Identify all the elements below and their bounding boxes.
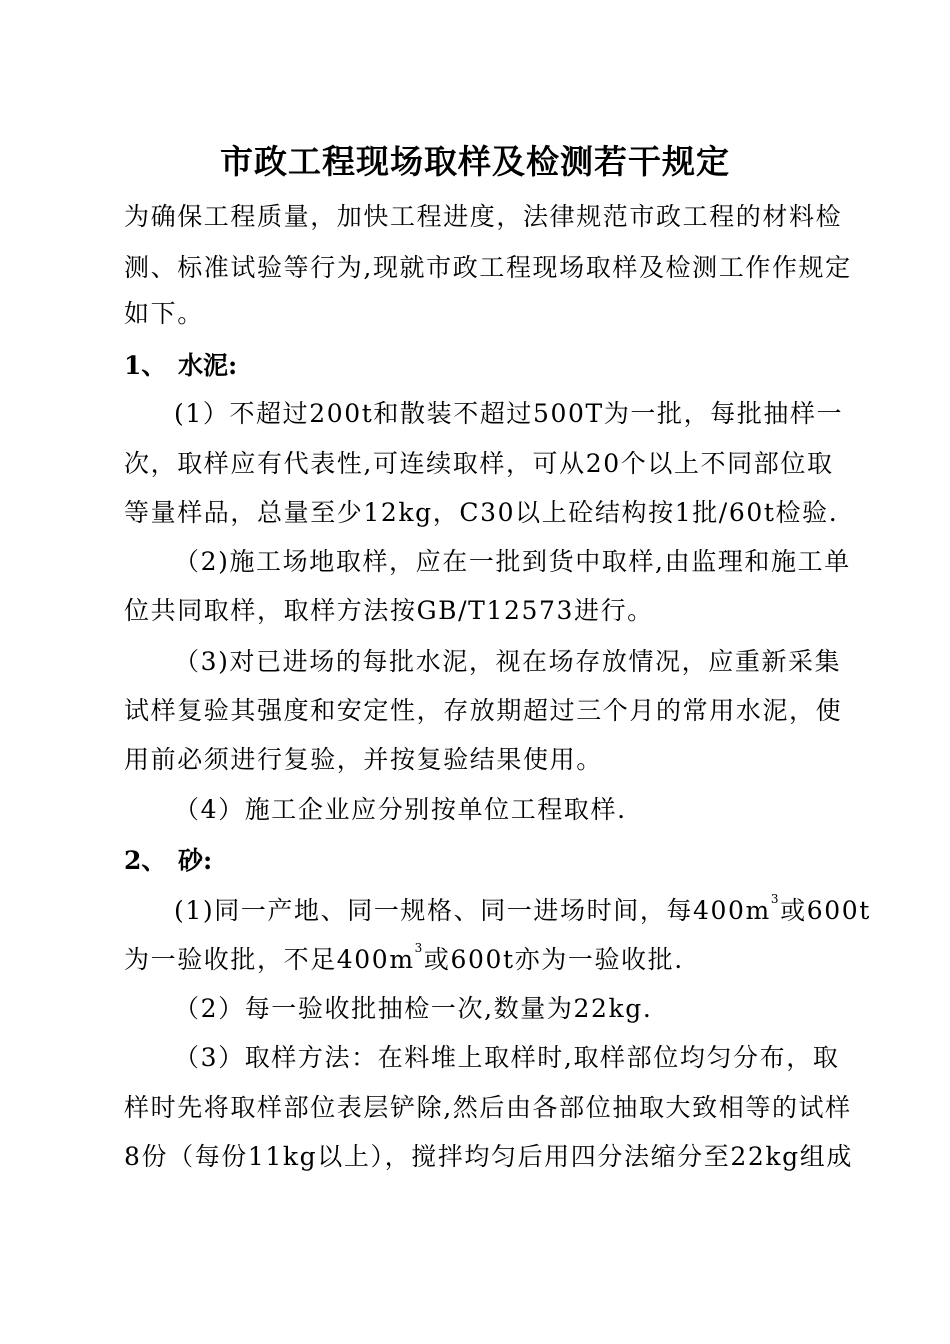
section-title: 砂: — [178, 846, 213, 875]
document-title: 市政工程现场取样及检测若干规定 — [220, 142, 730, 181]
superscript: 3 — [770, 892, 781, 906]
paragraph-line: 用前必须进行复验，并按复验结果使用。 — [124, 745, 603, 774]
text-segment: (1)同一产地、同一规格、同一进场时间，每400m — [174, 896, 771, 925]
paragraph-line: （4）施工企业应分别按单位工程取样. — [174, 795, 627, 824]
paragraph-line: 样时先将取样部位表层铲除,然后由各部位抽取大致相等的试样 — [124, 1093, 852, 1122]
paragraph-line: （3）取样方法：在料堆上取样时,取样部位均匀分布，取 — [174, 1043, 840, 1072]
section-number: 1、 — [124, 351, 167, 380]
section-heading-sand — [124, 843, 212, 879]
paragraph-line: 等量样品，总量至少12kg，C30以上砼结构按1批/60t检验. — [124, 498, 839, 527]
paragraph-line: 试样复验其强度和安定性，存放期超过三个月的常用水泥，使 — [124, 696, 843, 725]
section-title: 水泥: — [178, 351, 238, 380]
paragraph-line — [124, 942, 830, 978]
paragraph-line: （3)对已进场的每批水泥，视在场存放情况，应重新采集 — [174, 647, 842, 676]
text-segment: 为一验收批，不足400m — [124, 945, 415, 974]
paragraph-line: 位共同取样，取样方法按GB/T12573进行。 — [124, 596, 654, 625]
section-heading-cement — [124, 348, 237, 384]
paragraph-line: 次，取样应有代表性,可连续取样，可从20个以上不同部位取 — [124, 449, 834, 478]
text-segment: 或600t亦为一验收批. — [423, 945, 684, 974]
intro-line: 测、标准试验等行为,现就市政工程现场取样及检测工作作规定 — [124, 253, 852, 282]
superscript: 3 — [414, 941, 424, 955]
paragraph-line: （2)施工场地取样，应在一批到货中取样,由监理和施工单 — [174, 547, 851, 576]
paragraph-line — [174, 892, 871, 929]
text-segment: 或600t — [780, 896, 871, 925]
paragraph-line: （2）每一验收批抽检一次,数量为22kg. — [174, 994, 653, 1023]
intro-line: 为确保工程质量，加快工程进度，法律规范市政工程的材料检 — [124, 202, 843, 231]
intro-line: 如下。 — [124, 299, 204, 328]
paragraph-line: 8份（每份11kg以上），搅拌均匀后用四分法缩分至22kg组成 — [124, 1142, 853, 1171]
section-number: 2、 — [124, 846, 167, 875]
paragraph-line: (1）不超过200t和散装不超过500T为一批，每批抽样一 — [174, 399, 844, 428]
